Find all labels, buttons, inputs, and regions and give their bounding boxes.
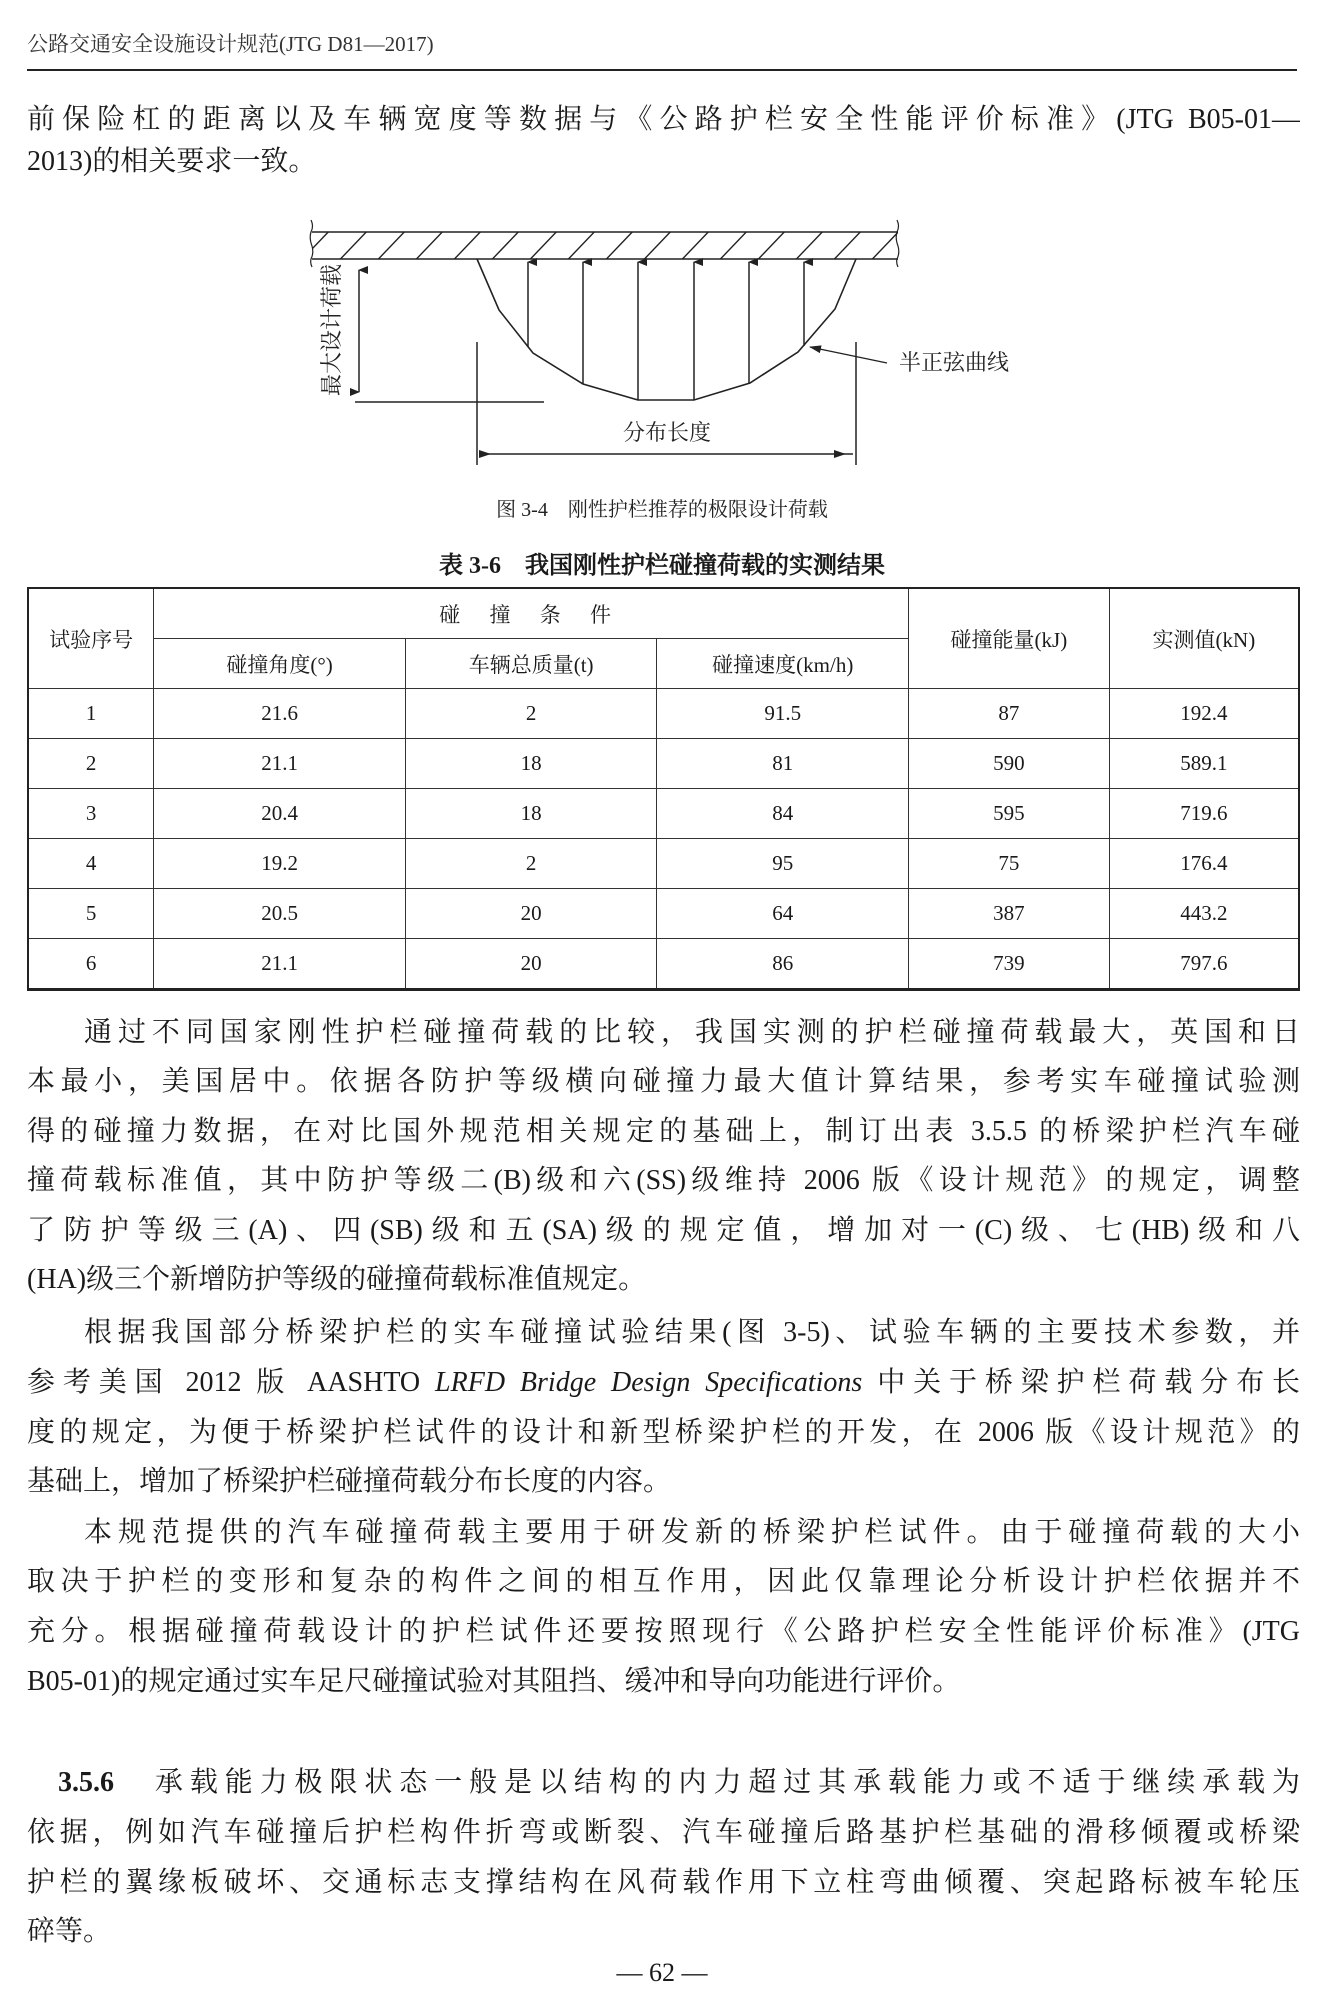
cell-speed: 86	[657, 939, 909, 990]
para3-line-3: 充分。根据碰撞荷载设计的护栏试件还要按照现行《公路护栏安全性能评价标准》(JTG	[27, 1616, 1300, 1647]
table-row	[28, 889, 1299, 939]
cell-trial-no: 3	[28, 789, 154, 839]
para3-line-4: B05-01)的规定通过实车足尺碰撞试验对其阻挡、缓冲和导向功能进行评价。	[27, 1666, 961, 1697]
cell-angle: 19.2	[154, 839, 406, 889]
cell-mass: 2	[405, 839, 657, 889]
table-title: 表 3-6 我国刚性护栏碰撞荷载的实测结果	[439, 553, 885, 579]
cell-measured: 443.2	[1109, 889, 1299, 939]
figure-caption: 图 3-4 刚性护栏推荐的极限设计荷载	[496, 499, 828, 521]
para2-line-3: 度的规定，为便于桥梁护栏试件的设计和新型桥梁护栏的开发，在 2006 版《设计规范》的	[27, 1417, 1300, 1448]
cell-energy: 739	[909, 939, 1110, 990]
cell-measured: 719.6	[1109, 789, 1299, 839]
para3-line-2: 取决于护栏的变形和复杂的构件之间的相互作用，因此仅靠理论分析设计护栏依据并不	[27, 1566, 1300, 1597]
cell-speed: 81	[657, 739, 909, 789]
cell-energy: 595	[909, 789, 1110, 839]
cell-speed: 95	[657, 839, 909, 889]
cell-angle: 20.5	[154, 889, 406, 939]
cell-angle: 21.1	[154, 739, 406, 789]
cell-mass: 18	[405, 739, 657, 789]
cell-angle: 21.6	[154, 689, 406, 739]
col-header-speed: 碰撞速度(km/h)	[657, 639, 909, 689]
cell-speed: 64	[657, 889, 909, 939]
intro-line-2: 2013)的相关要求一致。	[27, 146, 317, 177]
load-arrows	[528, 262, 804, 400]
col-header-measured: 实测值(kN)	[1109, 588, 1299, 689]
para1-line-4: 撞荷载标准值，其中防护等级二(B)级和六(SS)级维持 2006 版《设计规范》的规定，调整	[27, 1165, 1300, 1196]
para3-line-1: 本规范提供的汽车碰撞荷载主要用于研发新的桥梁护栏试件。由于碰撞荷载的大小	[84, 1517, 1300, 1548]
para2-line-2	[27, 1366, 1300, 1400]
para2-line-4: 基础上，增加了桥梁护栏碰撞荷载分布长度的内容。	[27, 1466, 672, 1497]
table-row	[28, 839, 1299, 889]
table-row	[28, 689, 1299, 739]
intro-line-1: 前保险杠的距离以及车辆宽度等数据与《公路护栏安全性能评价标准》(JTG B05-01—	[27, 104, 1300, 135]
para1-line-6: (HA)级三个新增防护等级的碰撞荷载标准值规定。	[27, 1264, 647, 1295]
col-header-mass: 车辆总质量(t)	[405, 639, 657, 689]
half-sine-load-curve	[477, 259, 856, 400]
table-row	[28, 789, 1299, 839]
para1-line-2: 本最小，美国居中。依据各防护等级横向碰撞力最大值计算结果，参考实车碰撞试验测	[27, 1066, 1300, 1097]
table-row	[28, 939, 1299, 990]
cell-measured: 176.4	[1109, 839, 1299, 889]
cell-trial-no: 1	[28, 689, 154, 739]
col-group-crash-conditions: 碰 撞 条 件	[154, 588, 909, 639]
section-3-5-6-line-1	[58, 1766, 1300, 1800]
cell-energy: 87	[909, 689, 1110, 739]
running-header: 公路交通安全设施设计规范(JTG D81—2017)	[27, 32, 434, 56]
guardrail-section-hatched	[290, 220, 942, 272]
cell-measured: 192.4	[1109, 689, 1299, 739]
cell-trial-no: 2	[28, 739, 154, 789]
para2-line-2-start: 参考美国 2012 版 AASHTO	[27, 1367, 436, 1398]
section-line-3: 护栏的翼缘板破坏、交通标志支撑结构在风荷载作用下立柱弯曲倾覆、突起路标被车轮压	[27, 1867, 1300, 1898]
col-header-angle: 碰撞角度(°)	[154, 639, 406, 689]
cell-trial-no: 4	[28, 839, 154, 889]
max-design-load-label: 最大设计荷载	[319, 263, 344, 397]
col-header-energy: 碰撞能量(kJ)	[909, 588, 1110, 689]
page-number: — 62 —	[616, 1958, 708, 1987]
cell-angle: 20.4	[154, 789, 406, 839]
cell-energy: 387	[909, 889, 1110, 939]
section-line-4: 碎等。	[27, 1916, 112, 1947]
cell-speed: 84	[657, 789, 909, 839]
curve-label-leader	[810, 347, 887, 363]
crash-load-results-table	[27, 587, 1300, 991]
cell-mass: 2	[405, 689, 657, 739]
cell-mass: 20	[405, 889, 657, 939]
col-header-trial-no: 试验序号	[28, 588, 154, 689]
cell-trial-no: 5	[28, 889, 154, 939]
cell-mass: 18	[405, 789, 657, 839]
table-row	[28, 739, 1299, 789]
aashto-spec-title: LRFD Bridge Design Specifications	[435, 1367, 863, 1398]
distribution-length-dimension	[477, 342, 856, 465]
half-sine-curve-label: 半正弦曲线	[899, 350, 1010, 375]
cell-angle: 21.1	[154, 939, 406, 990]
para2-line-2-end: 中关于桥梁护栏荷载分布长	[862, 1367, 1300, 1398]
distribution-length-label: 分布长度	[622, 420, 712, 445]
section-first-line-text: 承载能力极限状态一般是以结构的内力超过其承载能力或不适于继续承载为	[148, 1767, 1300, 1798]
cell-measured: 589.1	[1109, 739, 1299, 789]
section-line-2: 依据，例如汽车碰撞后护栏构件折弯或断裂、汽车碰撞后路基护栏基础的滑移倾覆或桥梁	[27, 1817, 1300, 1848]
cell-mass: 20	[405, 939, 657, 990]
cell-speed: 91.5	[657, 689, 909, 739]
cell-measured: 797.6	[1109, 939, 1299, 990]
para1-line-5: 了防护等级三(A)、四(SB)级和五(SA)级的规定值，增加对一(C)级、七(HB)级和八	[27, 1215, 1300, 1246]
para1-line-3: 得的碰撞力数据，在对比国外规范相关规定的基础上，制订出表 3.5.5 的桥梁护栏汽车碰	[27, 1116, 1300, 1147]
cell-trial-no: 6	[28, 939, 154, 990]
hatch-lines	[290, 226, 942, 272]
section-number: 3.5.6	[58, 1767, 114, 1798]
para2-line-1: 根据我国部分桥梁护栏的实车碰撞试验结果(图 3-5)、试验车辆的主要技术参数，并	[84, 1317, 1300, 1348]
cell-energy: 590	[909, 739, 1110, 789]
figure-3-4-diagram	[0, 0, 1324, 480]
max-load-dimension	[355, 270, 544, 402]
cell-energy: 75	[909, 839, 1110, 889]
para1-line-1: 通过不同国家刚性护栏碰撞荷载的比较，我国实测的护栏碰撞荷载最大，英国和日	[84, 1017, 1300, 1048]
